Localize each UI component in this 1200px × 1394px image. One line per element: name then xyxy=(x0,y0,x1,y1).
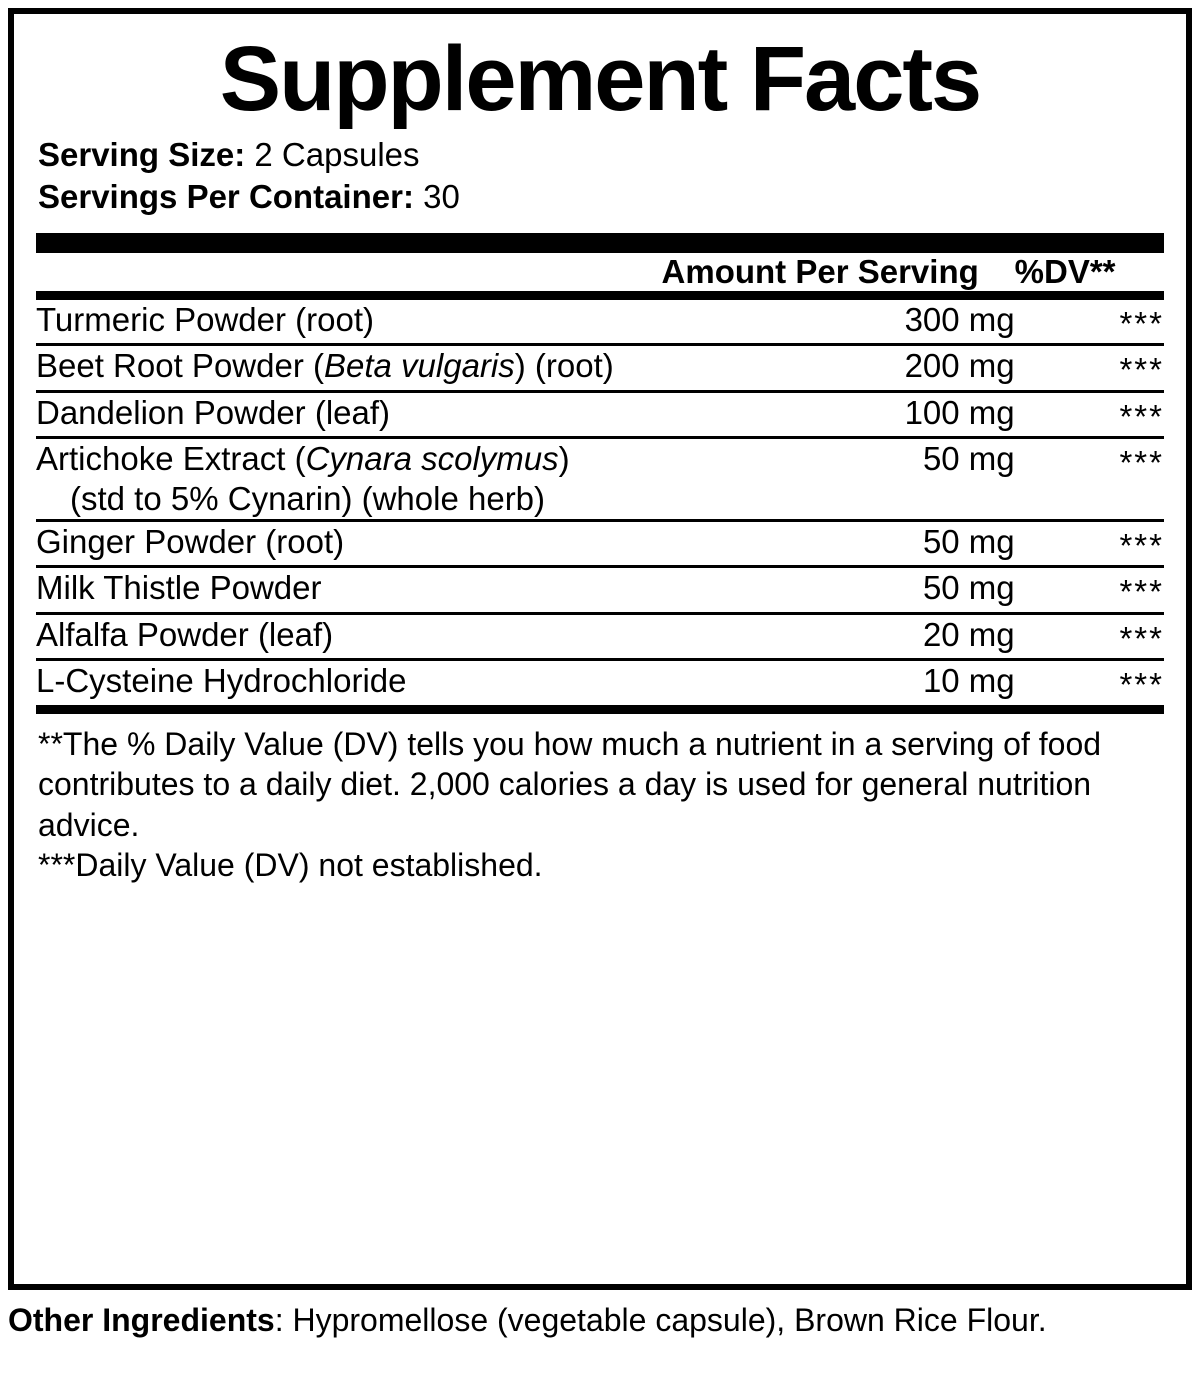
medium-divider-header xyxy=(36,291,1164,300)
ingredient-name xyxy=(36,661,662,705)
table-row xyxy=(36,661,1164,705)
footnote-not-established: ***Daily Value (DV) not established. xyxy=(38,846,543,883)
column-header-name xyxy=(36,253,662,291)
table-row xyxy=(36,568,1164,612)
table-row xyxy=(36,300,1164,344)
medium-divider-footer xyxy=(36,705,1164,714)
ingredient-dv: *** xyxy=(1119,351,1164,389)
ingredient-name xyxy=(36,300,662,344)
table-row xyxy=(36,346,1164,390)
ingredient-name-tail: ) xyxy=(558,440,570,478)
column-header-dv: %DV** xyxy=(1014,252,1116,290)
ingredient-amount: 50 mg xyxy=(922,569,1015,607)
ingredient-dv: *** xyxy=(1119,573,1164,611)
ingredient-amount: 20 mg xyxy=(922,615,1015,653)
ingredient-name xyxy=(36,615,662,659)
ingredient-name xyxy=(36,393,662,437)
serving-size-label: Serving Size: xyxy=(38,136,246,174)
serving-size-line xyxy=(38,134,1164,176)
ingredient-name-text: Alfalfa Powder (leaf) xyxy=(36,615,334,653)
thick-divider-top xyxy=(36,233,1164,253)
table-row xyxy=(36,393,1164,437)
ingredient-name-tail: ) (root) xyxy=(514,347,614,385)
other-ingredients-value: : Hypromellose (vegetable capsule), Brown Rice Flour. xyxy=(274,1302,1047,1338)
ingredient-dv: *** xyxy=(1119,397,1164,435)
servings-per-container-label: Servings Per Container: xyxy=(38,178,414,216)
ingredient-name-text: Milk Thistle Powder xyxy=(36,569,322,607)
other-ingredients-label: Other Ingredients xyxy=(8,1302,275,1338)
ingredient-amount: 300 mg xyxy=(904,300,1015,338)
table-row xyxy=(36,522,1164,566)
ingredient-dv: *** xyxy=(1119,526,1164,564)
ingredient-name-latin: Cynara scolymus xyxy=(305,440,559,478)
page-title: Supplement Facts xyxy=(219,28,981,130)
ingredient-name-text: Beet Root Powder ( xyxy=(36,347,324,385)
ingredient-dv: *** xyxy=(1119,666,1164,704)
ingredient-name-text: Dandelion Powder (leaf) xyxy=(36,393,391,431)
ingredient-name xyxy=(36,522,662,566)
table-row xyxy=(36,439,1164,518)
ingredient-name-text: L-Cysteine Hydrochloride xyxy=(36,662,407,700)
servings-per-container-value: 30 xyxy=(423,178,460,216)
ingredient-name xyxy=(36,568,662,612)
ingredient-name xyxy=(36,346,662,390)
table-header-row xyxy=(36,253,1164,291)
ingredients-table xyxy=(36,253,1164,291)
ingredient-dv: *** xyxy=(1119,444,1164,482)
ingredients-body xyxy=(36,300,1164,705)
facts-panel xyxy=(8,8,1192,1290)
ingredient-amount: 10 mg xyxy=(922,662,1015,700)
footnotes xyxy=(36,714,1164,885)
ingredient-dv: *** xyxy=(1119,304,1164,342)
table-row xyxy=(36,615,1164,659)
ingredient-amount: 100 mg xyxy=(904,393,1015,431)
servings-per-container-line xyxy=(38,176,1164,218)
ingredient-dv: *** xyxy=(1119,619,1164,657)
ingredient-amount: 50 mg xyxy=(922,440,1015,478)
ingredient-name-text: Ginger Powder (root) xyxy=(36,522,345,560)
ingredient-name-sub: (std to 5% Cynarin) (whole herb) xyxy=(70,480,546,517)
footnote-daily-value: **The % Daily Value (DV) tells you how much a nutrient in a serving of food contributes to a daily diet. 2,000 calories a day is used for general nutrition advice. xyxy=(38,725,1102,843)
ingredient-name-latin: Beta vulgaris xyxy=(323,347,515,385)
ingredient-name-text: Artichoke Extract ( xyxy=(36,440,306,478)
serving-size-value: 2 Capsules xyxy=(254,136,420,174)
ingredient-amount: 200 mg xyxy=(904,347,1015,385)
ingredient-name-text: Turmeric Powder (root) xyxy=(36,300,375,338)
other-ingredients xyxy=(8,1300,1192,1342)
ingredient-amount: 50 mg xyxy=(922,522,1015,560)
ingredient-name xyxy=(36,439,662,518)
column-header-amount: Amount Per Serving xyxy=(661,252,979,290)
